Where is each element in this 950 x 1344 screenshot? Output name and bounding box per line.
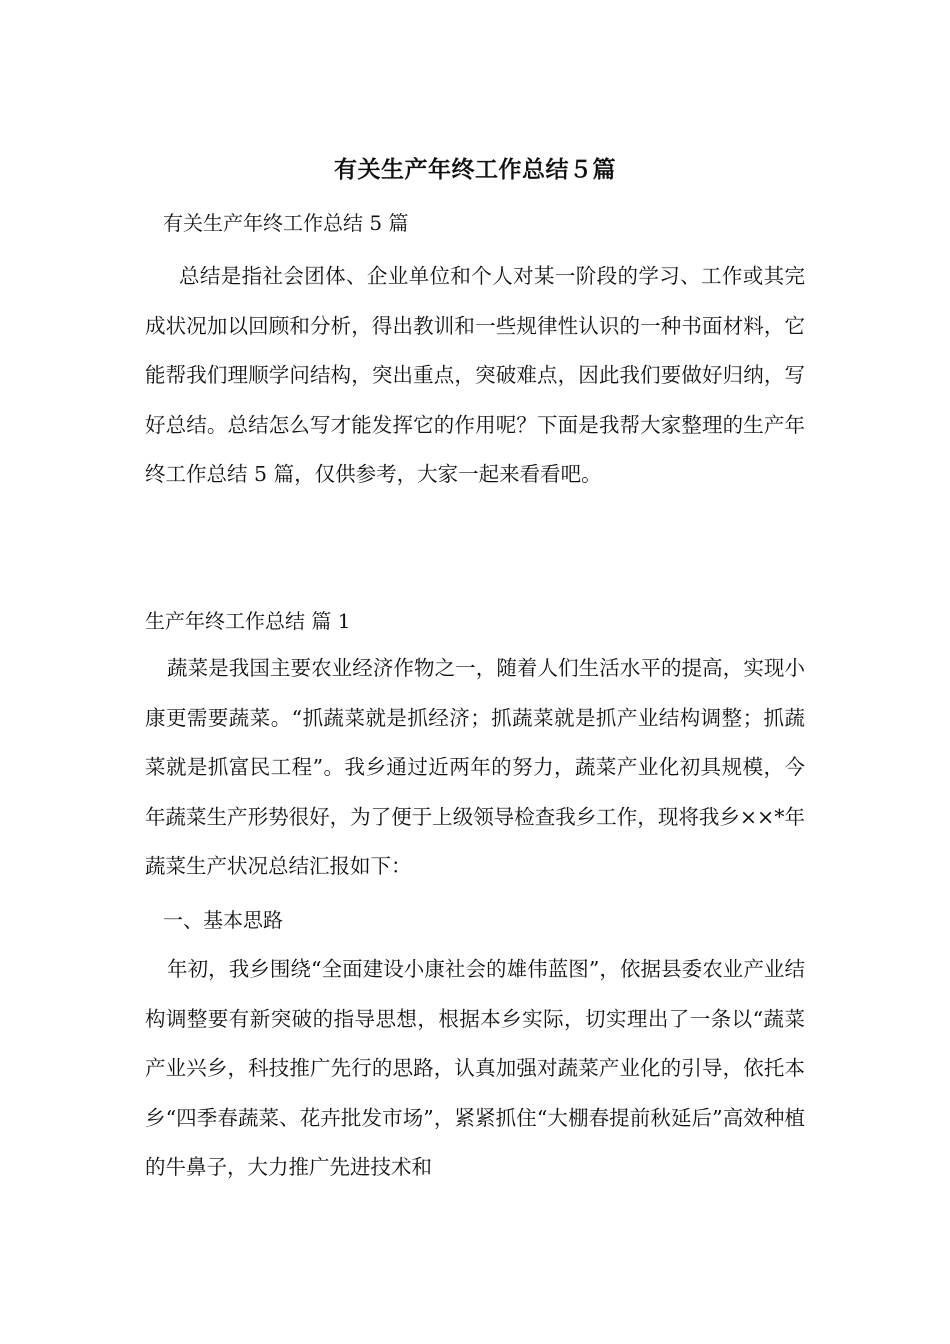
subheading-paragraph: 年初，我乡围绕“全面建设小康社会的雄伟蓝图”，依据县委农业产业结构调整要有新突破的指导思想，根据本乡实际，切实理出了一条以“蔬菜产业兴乡，科技推广先行的思路，认真加强对蔬菜产业化的引导，依托本乡“四季春蔬菜、花卉批发市场”，紧紧抓住“大棚春提前秋延后”高效种植的牛鼻子，大力推广先进技术和 [145,957,805,1179]
section-paragraph: 蔬菜是我国主要农业经济作物之一，随着人们生活水平的提高，实现小康更需要蔬菜。“抓蔬菜就是抓经济；抓蔬菜就是抓产业结构调整；抓蔬菜就是抓富民工程”。我乡通过近两年的努力，蔬菜产业化初具规模，今年蔬菜生产形势很好，为了便于上级领导检查我乡工作，现将我乡××*年蔬菜生产状况总结汇报如下： [145,656,805,878]
document-subtitle: 有关生产年终工作总结 5 篇 [163,211,409,235]
subheading: 一、基本思路 [163,908,283,932]
intro-paragraph: 总结是指社会团体、企业单位和个人对某一阶段的学习、工作或其完成状况加以回顾和分析，得出教训和一些规律性认识的一种书面材料，它能帮我们理顺学问结构，突出重点，突破难点，因此我们要做好归纳，写好总结。总结怎么写才能发挥它的作用呢？下面是我帮大家整理的生产年终工作总结 5 篇，仅供参考，大家一起来看看吧。 [145,264,805,486]
section-heading: 生产年终工作总结 篇 1 [145,609,351,633]
document-title: 有关生产年终工作总结５篇 [334,157,616,183]
